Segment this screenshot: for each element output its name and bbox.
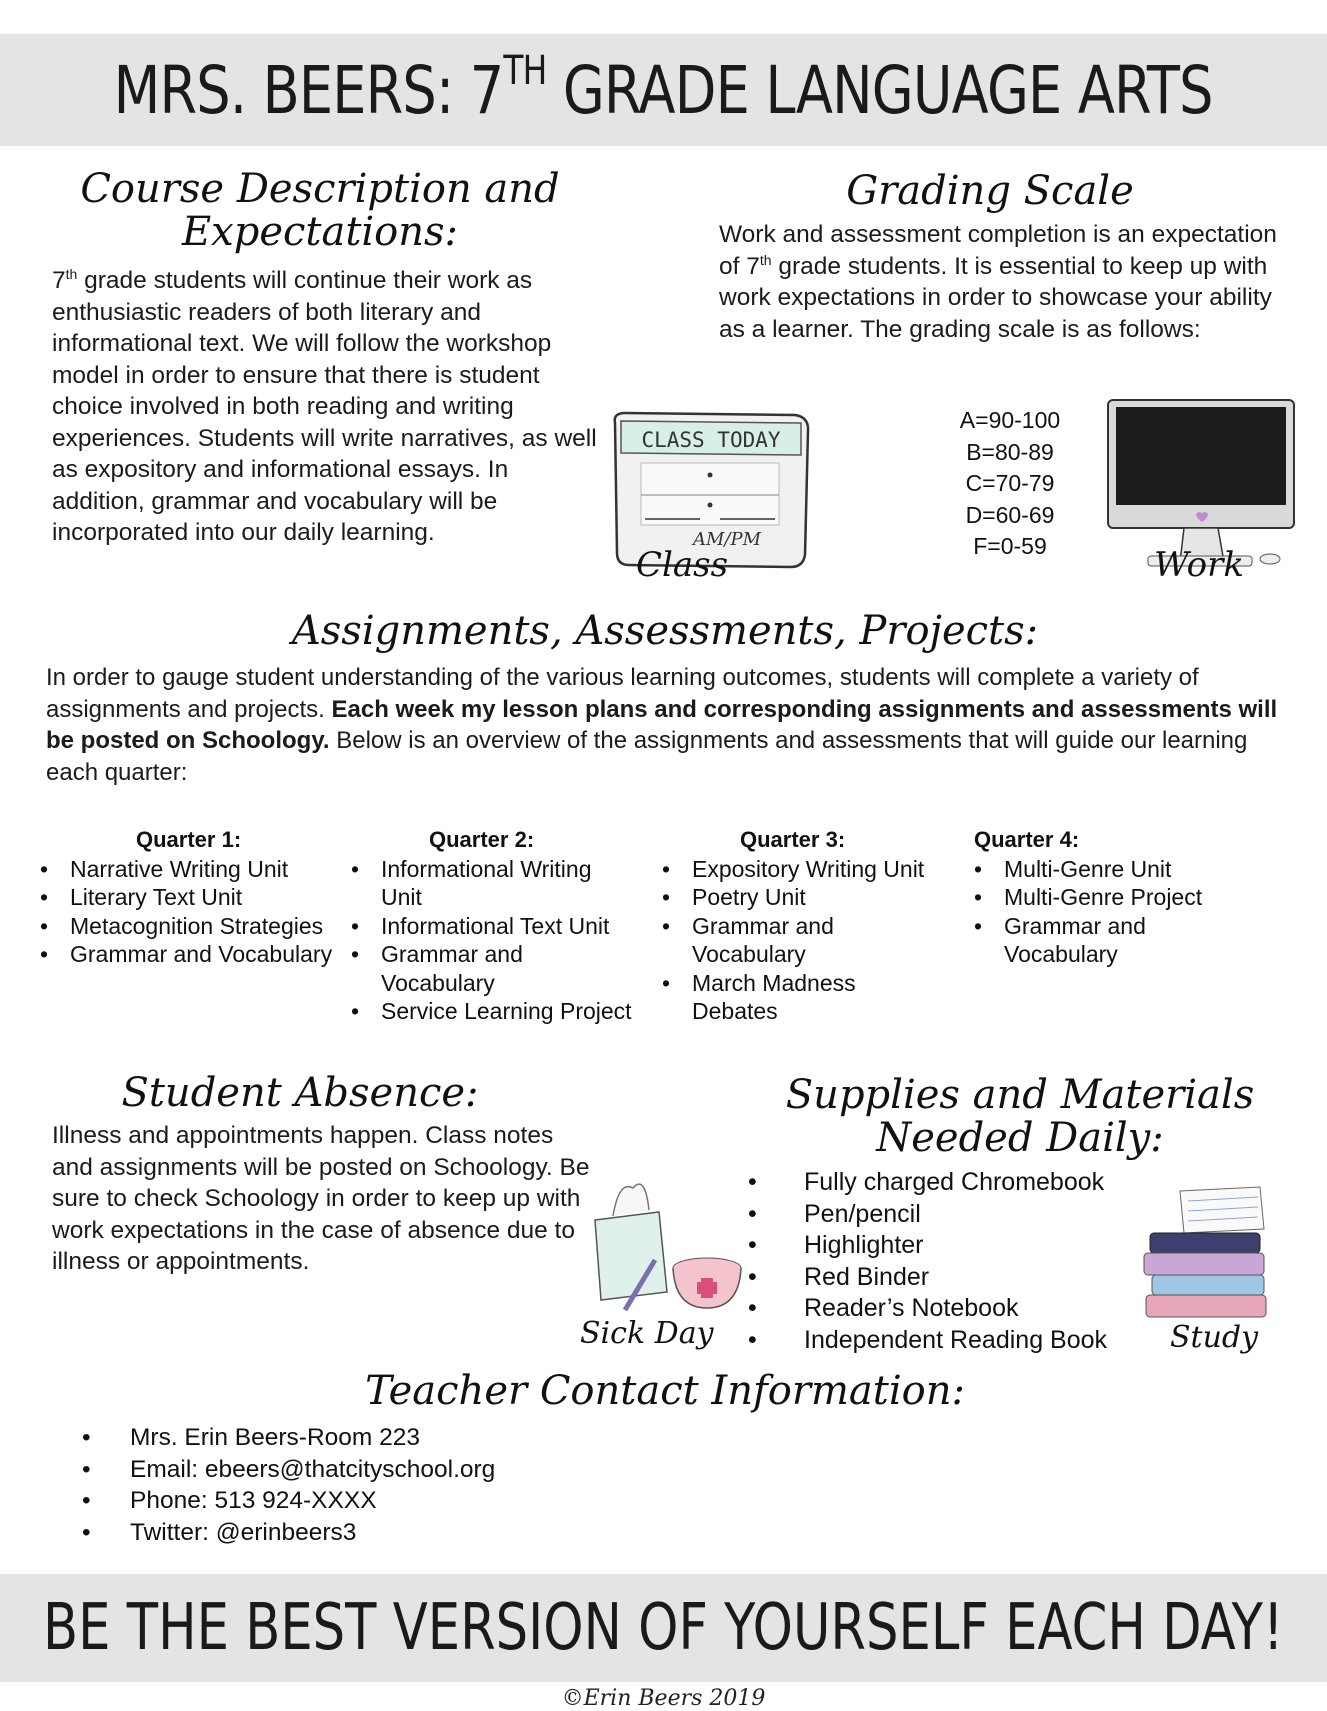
sick-day-label: Sick Day (580, 1316, 714, 1351)
grading-heading: Grading Scale (846, 168, 1134, 214)
contact-list (78, 1422, 678, 1548)
grade-range: C=70-79 (965, 470, 1055, 496)
contact-email: • Email: ebeers@thatcityschool.org (78, 1454, 678, 1486)
list-item: • Literary Text Unit (36, 883, 336, 912)
copyright: ©Erin Beers 2019 (561, 1686, 766, 1711)
books-illustration (1140, 1185, 1280, 1335)
list-item: • March Madness Debates (658, 969, 892, 1026)
quarter-1-title: Quarter 1: (136, 827, 242, 852)
quarter-3-title: Quarter 3: (740, 827, 846, 852)
list-item: • Informational Text Unit (347, 912, 662, 941)
contact-heading: Teacher Contact Information: (365, 1368, 965, 1414)
list-item: • Service Learning Project (347, 997, 662, 1026)
quarter-2-title: Quarter 2: (429, 827, 535, 852)
list-item: • Red Binder (742, 1262, 1162, 1294)
supplies-list (742, 1167, 1162, 1356)
books-icon (1140, 1185, 1280, 1335)
sick-day-illustration (585, 1170, 755, 1320)
list-item: • Grammar and Vocabulary (347, 940, 581, 997)
footer-band (0, 1574, 1327, 1682)
list-item: • Reader’s Notebook (742, 1293, 1162, 1325)
motto: BE THE BEST VERSION OF YOURSELF EACH DAY! (43, 1591, 1284, 1665)
quarter-1-list (36, 855, 336, 969)
list-item: • Multi-Genre Unit (970, 855, 1270, 884)
list-item: • Metacognition Strategies (36, 912, 336, 941)
grading-text: Work and assessment completion is an expectation of 7th grade students. It is essential to keep up with work expectations in order to showcase your ability as a learner. The grading scale is as follows: (719, 221, 1277, 343)
contact-name: • Mrs. Erin Beers-Room 223 (78, 1422, 678, 1454)
grade-range: F=0-59 (973, 533, 1047, 559)
grade-range: B=80-89 (966, 438, 1054, 465)
title-band (0, 34, 1327, 146)
assignments-heading: Assignments, Assessments, Projects: (291, 608, 1039, 654)
study-label: Study (1170, 1320, 1259, 1355)
quarter-2-list (347, 855, 662, 1026)
assignments-text: In order to gauge student understanding of the various learning outcomes, students will complete a variety of assignments and projects. Each week my lesson plans and corresponding assignments and assessments will be posted on Schoology. Below is an overview of the assignments and assessments that will guide our learning each quarter: (46, 664, 1278, 786)
quarter-1-column (36, 826, 336, 969)
list-item: • Grammar and Vocabulary (970, 912, 1184, 969)
work-label: Work (1154, 545, 1244, 585)
page-title: MRS. BEERS: 7TH GRADE LANGUAGE ARTS (113, 47, 1214, 129)
grade-range: D=60-69 (965, 501, 1055, 528)
grade-range: A=90-100 (959, 407, 1061, 433)
supplies-heading: Supplies and Materials Needed Daily: (785, 1072, 1255, 1162)
list-item: • Fully charged Chromebook (742, 1167, 1162, 1199)
course-heading: Course Description and Expectations: (80, 166, 560, 256)
class-sign-text: CLASS TODAY (641, 428, 781, 452)
list-item: • Grammar and Vocabulary (36, 940, 336, 969)
quarter-3-column (658, 826, 958, 1026)
quarter-4-column (970, 826, 1270, 969)
quarter-3-list (658, 855, 958, 1026)
contact-phone: • Phone: 513 924-XXXX (78, 1485, 678, 1517)
contact-twitter: • Twitter: @erinbeers3 (78, 1517, 678, 1549)
grading-scale-list (920, 405, 1100, 563)
list-item: • Independent Reading Book (742, 1325, 1162, 1357)
list-item: • Highlighter (742, 1230, 1162, 1262)
quarter-4-title: Quarter 4: (974, 827, 1080, 852)
list-item: • Expository Writing Unit (658, 855, 958, 884)
absence-text: Illness and appointments happen. Class notes and assignments will be posted on Schoology. Be sure to check Schoology in order to keep up with work expectations in the case of absence due to illness or appointments. (52, 1122, 590, 1275)
ampm-text: AM/PM (693, 529, 762, 550)
list-item: • Grammar and Vocabulary (658, 912, 872, 969)
tissue-box-icon (585, 1170, 755, 1320)
list-item: • Poetry Unit (658, 883, 958, 912)
course-text: 7th grade students will continue their work as enthusiastic readers of both literary and informational text. We will follow the workshop model in order to ensure that there is student choice involved in both reading and writing experiences. Students will write narratives, as well as expository and informational essays. In addition, grammar and vocabulary will be incorporated into our daily learning. (52, 265, 597, 546)
list-item: • Multi-Genre Project (970, 883, 1270, 912)
class-label: Class (636, 545, 729, 585)
list-item: • Narrative Writing Unit (36, 855, 336, 884)
list-item: • Pen/pencil (742, 1199, 1162, 1231)
quarter-2-column (347, 826, 662, 1026)
absence-heading: Student Absence: (121, 1070, 479, 1116)
quarter-4-list (970, 855, 1270, 969)
list-item: • Informational Writing Unit (347, 855, 611, 912)
